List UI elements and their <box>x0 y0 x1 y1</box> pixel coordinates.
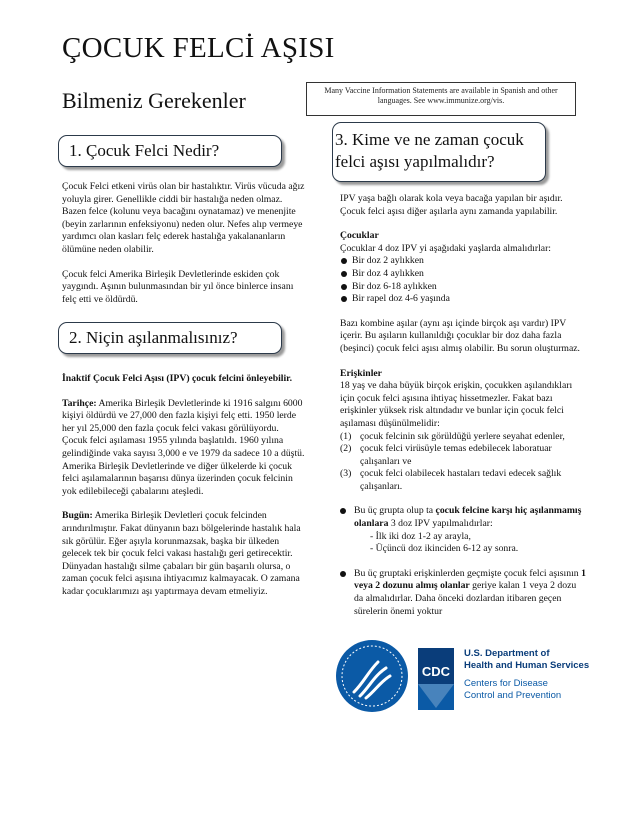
section-1-heading: 1. Çocuk Felci Nedir? <box>58 135 282 167</box>
adults-intro: 18 yaş ve daha büyük birçok erişkin, çocukken aşılandıkları için çocuk felci aşısına ihtiyaç hissetmezler. Fakat bazı erişkinler yüksek risk altındadır ve bunlar için çocuk felci aşılaması düşünülmelidir: <box>340 380 573 429</box>
risk-group-list <box>340 431 586 494</box>
partial-dose-paragraph: Bu üç gruptaki erişkinlerden geçmişte çocuk felci aşısının 1 veya 2 dozunu almış olanlar geriye kalan 1 veya 2 dozu da almalıdırlar. Daha önceki dozlardan itibaren geçen sürelerin önemi yoktur <box>340 568 586 618</box>
section-2-body <box>62 373 306 599</box>
svg-text:Centers for Disease: Centers for Disease <box>464 678 548 689</box>
children-intro: Çocuklar 4 doz IPV yi aşağıdaki yaşlarda almalıdırlar: <box>340 242 552 254</box>
section-2-intro: İnaktif Çocuk Felci Aşısı (IPV) çocuk felcini önleyebilir. <box>62 373 292 384</box>
section-1-body <box>62 181 306 306</box>
today-label: Bugün: <box>62 510 93 522</box>
hhs-cdc-logo <box>334 632 590 724</box>
unvaccinated-dose-2: - Üçüncü doz ikinciden 6-12 ay sonra. <box>370 543 519 555</box>
hhs-cdc-logo-graphic <box>334 632 590 724</box>
list-item: Bir rapel doz 4-6 yaşında <box>340 293 586 306</box>
list-item: (3) çocuk felci olabilecek hastaları tedavi edecek sağlık çalışanları. <box>340 468 562 492</box>
language-notice: Many Vaccine Information Statements are available in Spanish and other languages. See www.immunize.org/vis. <box>306 82 576 116</box>
svg-text:U.S. Department of: U.S. Department of <box>464 648 550 659</box>
hhs-seal-icon <box>336 640 408 712</box>
cdc-mark-icon <box>418 648 454 710</box>
list-item: (2) çocuk felci virüsüyle temas edebilecek laboratuar çalışanları ve <box>340 443 552 467</box>
list-item: Bir doz 2 aylıkken <box>340 255 586 268</box>
svg-text:Control and Prevention: Control and Prevention <box>464 690 562 701</box>
svg-text:Health and Human Services: Health and Human Services <box>464 660 590 671</box>
history-label: Tarihçe: <box>62 397 97 409</box>
section-3-heading: 3. Kime ve ne zaman çocuk felci aşısı yapılmalıdır? <box>332 122 546 182</box>
section-1-paragraph-1: Çocuk Felci etkeni virüs olan bir hastalıktır. Virüs vücuda ağız yoluyla girer. Genellikle ciddi bir hastalığa neden olmaz. Bazen felce (kolunu veya bacağını oynatamaz) ve menenjite (beyin zarlarının enfeksiyonu) neden olur. Nefes alıp vermeye yardımcı olan kasları felç ederek hastalığa yakalananların ölümüne neden olabilir. <box>62 181 305 255</box>
history-paragraph: Tarihçe: Amerika Birleşik Devletlerinde ki 1916 salgını 6000 kişiyi öldürdü ve 27,000 den fazla kişiyi felç etti. 1950 lerde her yıl 25,000 den fazla çocuk felci vakası görülüyordu. Çocuk felci aşılaması 1955 yılında başlatıldı. 1960 yılına gelindiğinde vaka sayısı 3,000 e ve 1979 da sadece 10 a düştü. Amerika Birleşik Devletlerinde ve diğer ülkelerde ki çocuk felci aşılamalarının başarısı dünya üzerinden çocuk felcinin yok edilebileceği çabalarını ateşledi. <box>62 397 305 497</box>
list-item: Bir doz 6-18 aylıkken <box>340 281 586 294</box>
section-3-intro: IPV yaşa bağlı olarak kola veya bacağa yapılan bir aşıdır. Çocuk felci aşısı diğer aşılarla aynı zamanda yapılabilir. <box>340 193 563 217</box>
list-item: Bir doz 4 aylıkken <box>340 268 586 281</box>
list-item: (1) çocuk felcinin sık görüldüğü yerlere seyahat edenler, <box>340 430 565 442</box>
page-subtitle: Bilmeniz Gerekenler <box>62 88 246 113</box>
children-dose-list <box>340 255 586 305</box>
section-2-heading: 2. Niçin aşılanmalısınız? <box>58 322 282 354</box>
combo-vaccine-paragraph: Bazı kombine aşılar (aynı aşı içinde birçok aşı vardır) IPV içerir. Bu aşıların kullanıldığı çocuklar bir doz daha fazla (beşinci) çocuk felci aşısı almış olabilir. Bu sorun oluşturmaz. <box>340 317 580 354</box>
section-3-body <box>340 193 586 618</box>
unvaccinated-paragraph: Bu üç grupta olup ta çocuk felcine karşı hiç aşılanmamış olanlara 3 doz IPV yapılmalıdırlar: <box>340 505 586 530</box>
svg-text:CDC: CDC <box>421 664 451 679</box>
unvaccinated-dose-1: - İlk iki doz 1-2 ay arayla, <box>370 530 471 542</box>
adults-heading: Erişkinler <box>340 367 382 379</box>
children-heading: Çocuklar <box>340 230 379 242</box>
section-1-paragraph-2: Çocuk felci Amerika Birleşik Devletlerinde eskiden çok yaygındı. Aşının bulunmasından bir yıl önce binlerce insanı felç etti ve öldürdü. <box>62 268 294 305</box>
page-title: ÇOCUK FELCİ AŞISI <box>62 32 335 64</box>
today-paragraph: Bugün: Amerika Birleşik Devletleri çocuk felcinden arındırılmıştır. Fakat dünyanın bazı bölgelerinde hastalık hala sık görülür. Eğer aşıyla korunmazsak, başka bir ülkeden gelecek tek bir çocuk felci vakası hastalığı geri getirecektir. Dünyadan hastalığı silme çabaları bir gün başarılı olursa, o zaman çocuk felci aşısına ihtiyacımız kalmayacak. O zamana kadar çocuklarımızı aşı yaptırmaya devam etmeliyiz. <box>62 510 301 597</box>
